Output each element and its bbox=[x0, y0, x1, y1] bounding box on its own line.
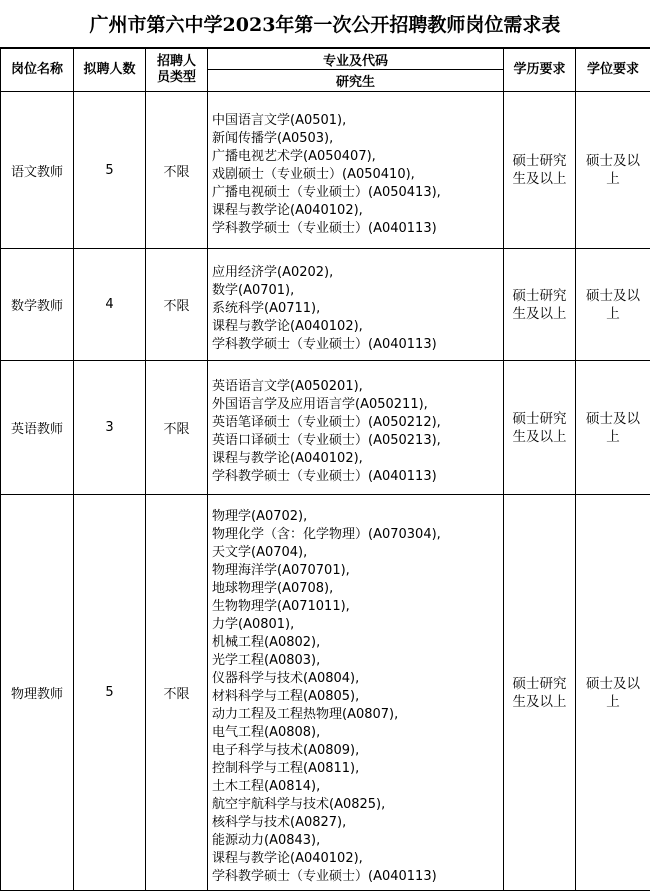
header-count: 拟聘人数 bbox=[74, 49, 146, 92]
major-item: 地球物理学(A0708), bbox=[212, 580, 503, 598]
major-item: 力学(A0801), bbox=[212, 616, 503, 634]
majors-cell bbox=[208, 361, 504, 495]
table-row bbox=[1, 495, 650, 891]
major-item: 应用经济学(A0202), bbox=[212, 264, 503, 282]
major-item: 广播电视艺术学(A050407), bbox=[212, 148, 503, 166]
major-item: 电子科学与技术(A0809), bbox=[212, 742, 503, 760]
major-item: 物理化学（含：化学物理）(A070304), bbox=[212, 526, 503, 544]
education-text: 硕士研究生及以上 bbox=[510, 410, 570, 446]
major-item: 戏剧硕士（专业硕士）(A050410), bbox=[212, 166, 503, 184]
count-cell: 4 bbox=[74, 249, 146, 361]
position-cell: 英语教师 bbox=[1, 361, 74, 495]
major-item: 材料科学与工程(A0805), bbox=[212, 688, 503, 706]
type-cell: 不限 bbox=[146, 495, 208, 891]
degree-text: 硕士及以上 bbox=[583, 675, 643, 711]
header-type-text: 招聘人员类型 bbox=[152, 54, 202, 86]
type-cell: 不限 bbox=[146, 249, 208, 361]
degree-cell bbox=[576, 361, 650, 495]
page-title: 广州市第六中学2023年第一次公开招聘教师岗位需求表 bbox=[0, 0, 650, 48]
header-graduate: 研究生 bbox=[208, 70, 504, 92]
position-cell: 物理教师 bbox=[1, 495, 74, 891]
count-cell: 5 bbox=[74, 92, 146, 249]
major-item: 机械工程(A0802), bbox=[212, 634, 503, 652]
education-cell bbox=[504, 92, 576, 249]
count-cell: 5 bbox=[74, 495, 146, 891]
table-row bbox=[1, 92, 650, 249]
type-cell: 不限 bbox=[146, 361, 208, 495]
major-item: 课程与教学论(A040102), bbox=[212, 318, 503, 336]
header-education: 学历要求 bbox=[504, 49, 576, 92]
header-degree: 学位要求 bbox=[576, 49, 650, 92]
major-item: 电气工程(A0808), bbox=[212, 724, 503, 742]
major-item: 广播电视硕士（专业硕士）(A050413), bbox=[212, 184, 503, 202]
major-item: 学科教学硕士（专业硕士）(A040113) bbox=[212, 868, 503, 886]
education-text: 硕士研究生及以上 bbox=[510, 152, 570, 188]
major-item: 英语笔译硕士（专业硕士）(A050212), bbox=[212, 414, 503, 432]
major-item: 控制科学与工程(A0811), bbox=[212, 760, 503, 778]
major-item: 生物物理学(A071011), bbox=[212, 598, 503, 616]
education-cell bbox=[504, 361, 576, 495]
major-item: 课程与教学论(A040102), bbox=[212, 450, 503, 468]
header-type bbox=[146, 49, 208, 92]
position-cell: 数学教师 bbox=[1, 249, 74, 361]
major-item: 土木工程(A0814), bbox=[212, 778, 503, 796]
major-item: 学科教学硕士（专业硕士）(A040113) bbox=[212, 220, 503, 238]
table-row bbox=[1, 361, 650, 495]
major-item: 学科教学硕士（专业硕士）(A040113) bbox=[212, 468, 503, 486]
count-cell: 3 bbox=[74, 361, 146, 495]
major-item: 天文学(A0704), bbox=[212, 544, 503, 562]
major-item: 中国语言文学(A0501), bbox=[212, 112, 503, 130]
major-item: 物理海洋学(A070701), bbox=[212, 562, 503, 580]
header-row bbox=[1, 49, 650, 70]
header-position: 岗位名称 bbox=[1, 49, 74, 92]
major-item: 外国语言学及应用语言学(A050211), bbox=[212, 396, 503, 414]
degree-text: 硕士及以上 bbox=[583, 287, 643, 323]
major-item: 仪器科学与技术(A0804), bbox=[212, 670, 503, 688]
majors-cell bbox=[208, 92, 504, 249]
degree-cell bbox=[576, 92, 650, 249]
major-item: 课程与教学论(A040102), bbox=[212, 850, 503, 868]
majors-cell bbox=[208, 495, 504, 891]
header-major: 专业及代码 bbox=[208, 49, 504, 70]
major-item: 英语口译硕士（专业硕士）(A050213), bbox=[212, 432, 503, 450]
major-item: 光学工程(A0803), bbox=[212, 652, 503, 670]
major-item: 新闻传播学(A0503), bbox=[212, 130, 503, 148]
major-item: 航空宇航科学与技术(A0825), bbox=[212, 796, 503, 814]
education-text: 硕士研究生及以上 bbox=[510, 287, 570, 323]
major-item: 系统科学(A0711), bbox=[212, 300, 503, 318]
major-item: 能源动力(A0843), bbox=[212, 832, 503, 850]
major-item: 核科学与技术(A0827), bbox=[212, 814, 503, 832]
major-item: 动力工程及工程热物理(A0807), bbox=[212, 706, 503, 724]
degree-cell bbox=[576, 495, 650, 891]
majors-cell bbox=[208, 249, 504, 361]
education-text: 硕士研究生及以上 bbox=[510, 675, 570, 711]
degree-text: 硕士及以上 bbox=[583, 410, 643, 446]
major-item: 英语语言文学(A050201), bbox=[212, 378, 503, 396]
job-requirements-table bbox=[0, 48, 650, 891]
major-item: 数学(A0701), bbox=[212, 282, 503, 300]
degree-cell bbox=[576, 249, 650, 361]
education-cell bbox=[504, 495, 576, 891]
degree-text: 硕士及以上 bbox=[583, 152, 643, 188]
major-item: 学科教学硕士（专业硕士）(A040113) bbox=[212, 336, 503, 354]
education-cell bbox=[504, 249, 576, 361]
type-cell: 不限 bbox=[146, 92, 208, 249]
table-row bbox=[1, 249, 650, 361]
major-item: 课程与教学论(A040102), bbox=[212, 202, 503, 220]
position-cell: 语文教师 bbox=[1, 92, 74, 249]
major-item: 物理学(A0702), bbox=[212, 508, 503, 526]
